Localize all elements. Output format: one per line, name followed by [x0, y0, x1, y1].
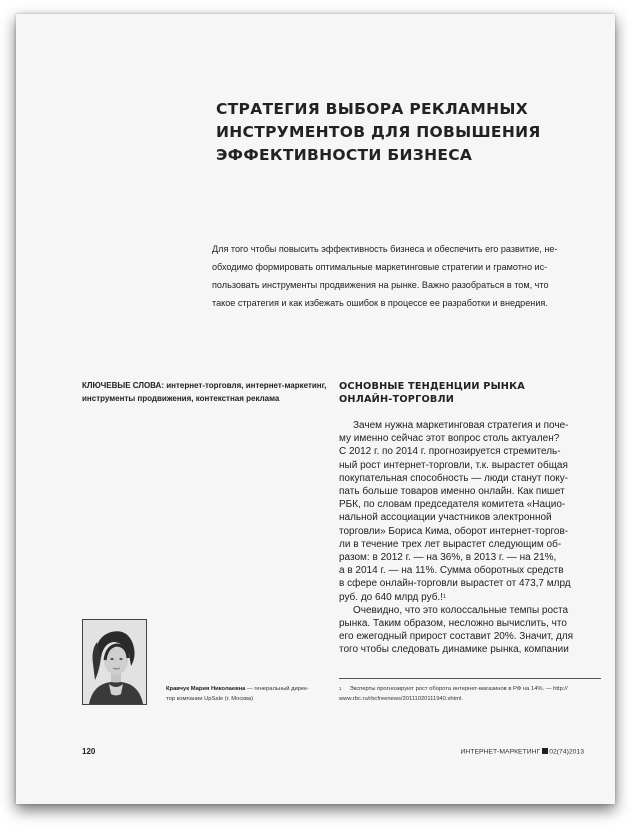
- keywords-block: [82, 380, 352, 405]
- body-line: пать больше товаров именно онлайн. Как пишет: [339, 486, 565, 498]
- body-line: РБК, по словам председателя комитета «Нацио-: [339, 499, 566, 511]
- body-text: [339, 419, 599, 657]
- caption-line: [166, 684, 336, 694]
- body-line: его ежегодный прирост составит 20%. Значит, для: [339, 631, 574, 643]
- body-line: му именно сейчас этот вопрос столь актуален?: [339, 433, 560, 445]
- body-line: Зачем нужна маркетинговая стратегия и поче-: [353, 420, 569, 431]
- author-role: — генеральный дирек-: [245, 686, 309, 692]
- body-line: ный рост интернет-торговли, т.к. вырастет общая: [339, 459, 568, 471]
- author-photo: [82, 619, 147, 705]
- lead-line: Для того чтобы повысить эффективность бизнеса и обеспечить его развитие, не-: [212, 244, 558, 254]
- running-footer: [461, 748, 585, 756]
- caption-line: тор компании UpSale (г. Москва): [166, 696, 254, 702]
- footnote-ref: 1: [442, 593, 447, 600]
- page: [16, 14, 615, 804]
- body-line-with-ref: [339, 591, 599, 604]
- section-heading-line: ОСНОВНЫЕ ТЕНДЕНЦИИ РЫНКА: [339, 381, 525, 392]
- body-line: торговли» Бориса Кима, оборот интернет-торгов-: [339, 525, 569, 537]
- lead-line: такое стратегия и как избежать ошибок в процессе ее разработки и внедрения.: [212, 298, 548, 308]
- title-line: ЭФФЕКТИВНОСТИ БИЗНЕСА: [216, 146, 473, 164]
- body-line: разом: в 2012 г. — на 36%, в 2013 г. — на 21%,: [339, 552, 557, 564]
- footnote-line: www.rbc.ru/rbcfreenews/20111020111940.shtml.: [339, 696, 463, 702]
- lead-line: обходимо формировать оптимальные маркетинговые стратегии и грамотно ис-: [212, 262, 548, 272]
- lead-line: пользовать инструменты продвижения на рынке. Важно разобраться в том, что: [212, 280, 549, 290]
- footnote-divider: [339, 678, 601, 679]
- section-heading-line: ОНЛАЙН-ТОРГОВЛИ: [339, 394, 455, 405]
- keywords-line: инструменты продвижения, контекстная реклама: [82, 393, 280, 403]
- lead-paragraph: [212, 240, 584, 312]
- section-heading: [339, 380, 599, 406]
- body-line: покупательная способность — люди станут поку-: [339, 472, 569, 484]
- body-line: Очевидно, что это колоссальные темпы роста: [353, 604, 569, 616]
- page-number: 120: [82, 747, 96, 756]
- article-title: [216, 98, 586, 167]
- square-bullet-icon: [542, 748, 548, 754]
- issue-number: 02(74)2013: [549, 748, 584, 756]
- body-line: ли в течение трех лет вырастет следующим об-: [339, 538, 562, 550]
- author-name: Кравчук Мария Николаевна: [166, 686, 246, 692]
- title-line: ИНСТРУМЕНТОВ ДЛЯ ПОВЫШЕНИЯ: [216, 123, 541, 141]
- author-caption: [166, 684, 336, 704]
- footnote-line: [339, 684, 601, 694]
- body-line: С 2012 г. по 2014 г. прогнозируется стремитель-: [339, 446, 561, 458]
- body-line: рынка. Таким образом, несложно вычислить, что: [339, 618, 567, 630]
- body-line: в сфере онлайн-торговли вырастет от 473,7 млрд: [339, 578, 571, 590]
- body-line: того чтобы следовать динамике рынка, компании: [339, 644, 569, 656]
- body-line: нальной ассоциации участников электронной: [339, 512, 552, 524]
- title-line: СТРАТЕГИЯ ВЫБОРА РЕКЛАМНЫХ: [216, 100, 528, 118]
- body-line-text: руб. до 640 млрд руб.!: [339, 591, 443, 603]
- footnote-text: Эксперты прогнозируют рост оборота интернет-магазинов в РФ на 14%. — http://: [349, 686, 568, 692]
- body-line: а в 2014 г. — на 11%. Сумма оборотных средств: [339, 565, 564, 577]
- keywords-line: КЛЮЧЕВЫЕ СЛОВА: интернет-торговля, интернет-маркетинг,: [82, 381, 327, 390]
- magazine-name: ИНТЕРНЕТ-МАРКЕТИНГ: [460, 748, 541, 756]
- footnote-number: 1: [339, 686, 342, 691]
- footnote: [339, 684, 601, 704]
- portrait-image: [83, 620, 146, 704]
